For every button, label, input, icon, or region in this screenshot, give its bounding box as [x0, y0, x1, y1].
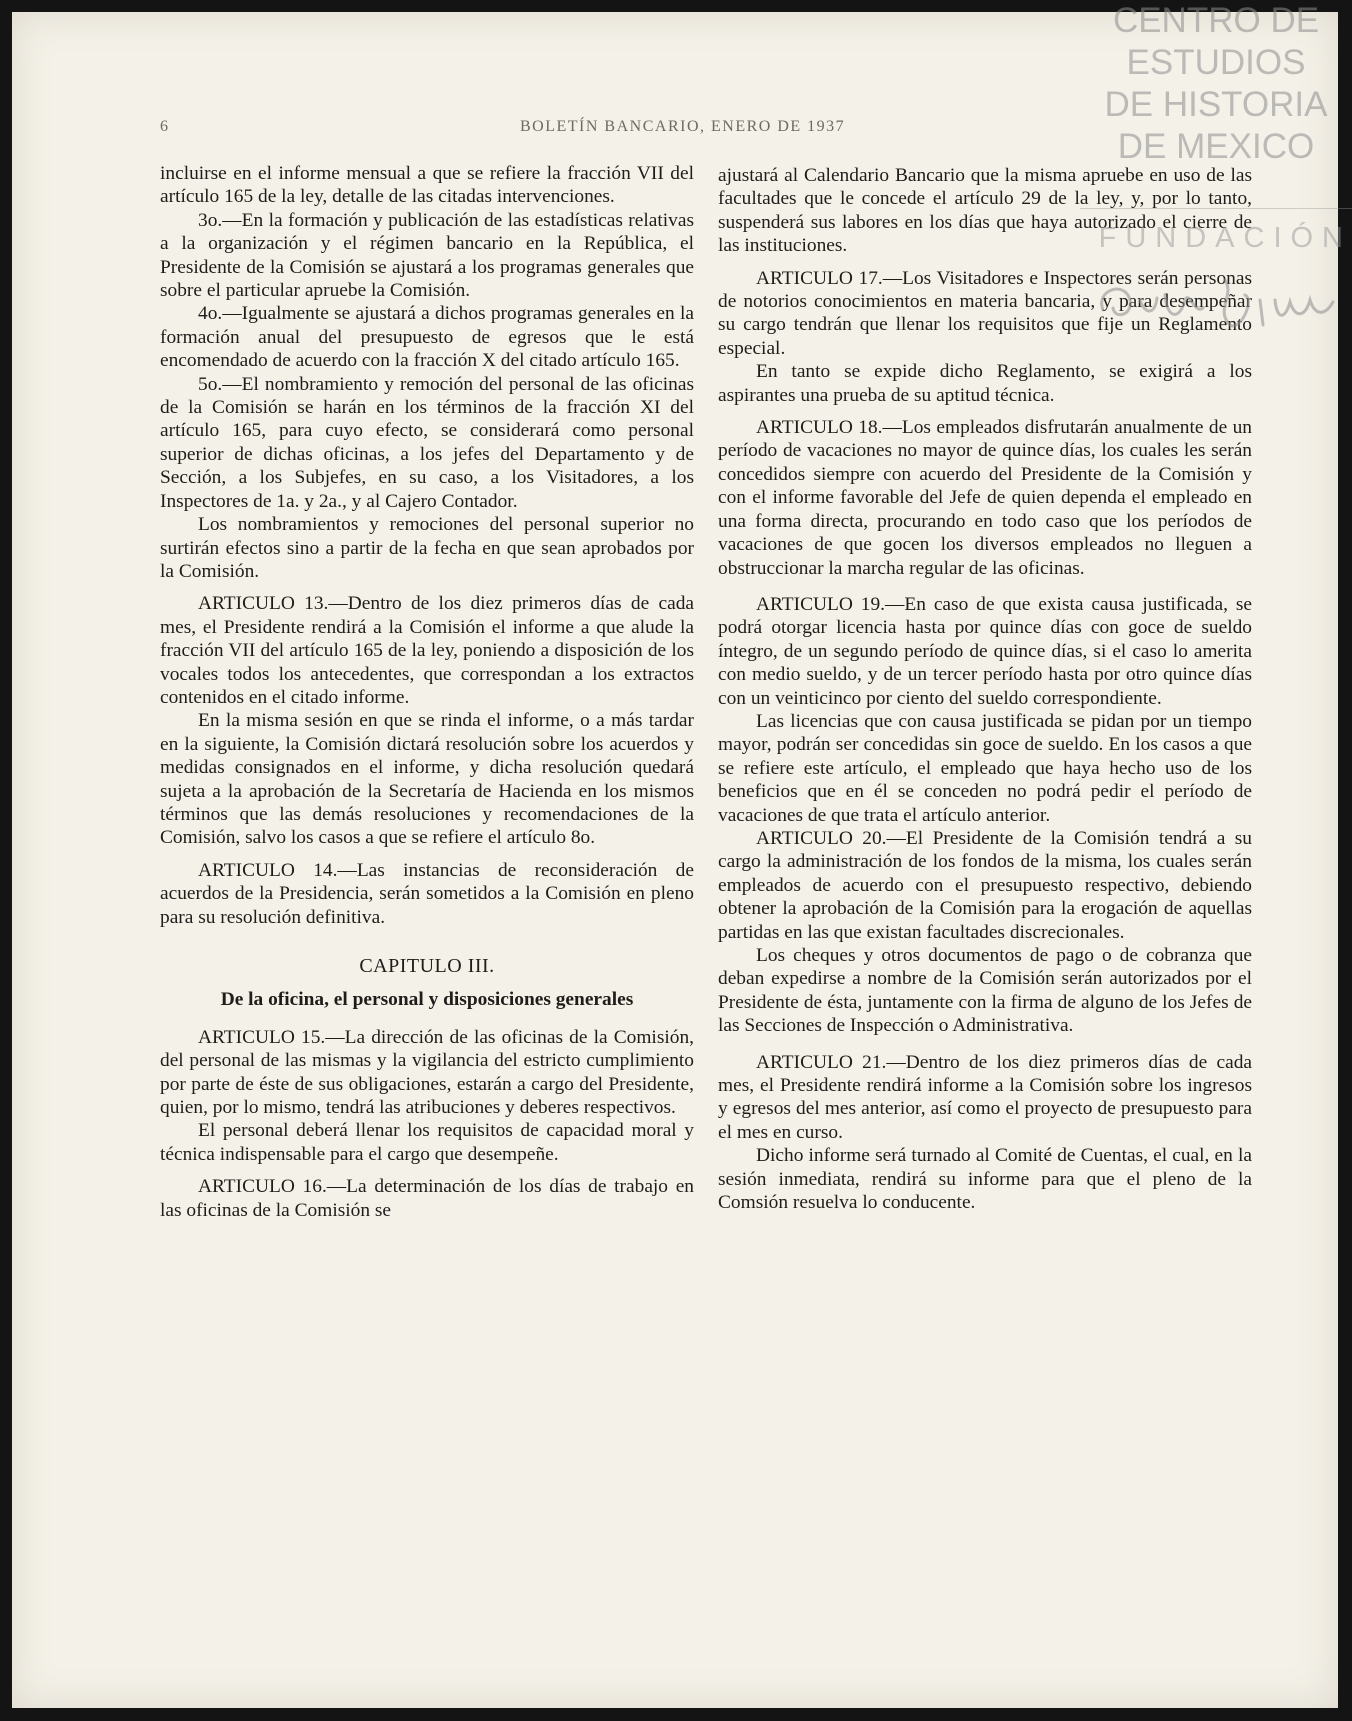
article-16: ARTICULO 16.—La determinación de los días de trabajo en las oficinas de la Comisión se — [160, 1176, 694, 1221]
chapter-heading: CAPITULO III. — [359, 955, 495, 977]
watermark-divider — [1080, 208, 1352, 209]
watermark-fundacion: FUNDACIÓN — [1098, 222, 1352, 254]
running-title: BOLETÍN BANCARIO, ENERO DE 1937 — [520, 118, 846, 135]
watermark-line: DE HISTORIA — [1104, 85, 1328, 124]
paragraph: Las licencias que con causa justificada se pidan por un tiempo mayor, podrán ser concedidas sin goce de sueldo. En los casos a que se refiere este artículo, el empleado que haya hecho uso de los beneficios que en él se conceden no podrá pedir el período de vacaciones de que trata el artículo anterior. — [718, 710, 1252, 826]
article-19: ARTICULO 19.—En caso de que exista causa justificada, se podrá otorgar licencia hasta por quince días con goce de sueldo íntegro, de un segundo período de quince días, si el caso lo amerita con medio sueldo, y de un tercer período hasta por otro quince días con un veinticinco por ciento del sueldo correspondiente. — [718, 593, 1252, 709]
paragraph: En tanto se expide dicho Reglamento, se exigirá a los aspirantes una prueba de su aptitud técnica. — [718, 361, 1252, 406]
page-header — [160, 118, 900, 142]
article-18: ARTICULO 18.—Los empleados disfrutarán anualmente de un período de vacaciones no mayor de quince días, los cuales les serán concedidos siempre con acuerdo del Presidente de la Comisión y con el informe favorable del Jefe de quien dependa el empleado en una forma directa, procurando en todo caso que los períodos de vacaciones de que gocen los diversos empleados no lleguen a obstruccionar la marcha regular de las oficinas. — [718, 417, 1252, 579]
watermark-line: ESTUDIOS — [1126, 43, 1306, 82]
paragraph: incluirse en el informe mensual a que se refiere la fracción VII del artículo 165 de la ley, detalle de las citadas intervenciones. — [160, 163, 694, 208]
paragraph: ajustará al Calendario Bancario que la misma apruebe en uso de las facultades que le concede el artículo 29 de la ley, y, por lo tanto, suspenderá sus labores en los días que haya autorizado el cierre de las instituciones. — [718, 165, 1252, 257]
article-15: ARTICULO 15.—La dirección de las oficinas de la Comisión, del personal de las mismas y la vigilancia del estricto cumplimiento por parte de éste de sus obligaciones, estarán a cargo del Presidente, quien, por lo mismo, tendrá las atribuciones y deberes respectivos. — [160, 1026, 694, 1119]
section-subheading: De la oficina, el personal y disposiciones generales — [220, 989, 634, 1011]
left-column — [160, 162, 694, 1222]
article-13: ARTICULO 13.—Dentro de los diez primeros días de cada mes, el Presidente rendirá a la Comisión el informe a que alude la fracción VII del artículo 165 de la ley, poniendo a disposición de los vocales todos los antecedentes, que correspondan a los extractos contenidos en el citado informe. — [160, 593, 694, 708]
paragraph: En la misma sesión en que se rinda el informe, o a más tardar en la siguiente, la Comisión dictará resolución sobre los acuerdos y medidas consignados en el informe, y dicha resolución quedará sujeta a la aprobación de la Secretaría de Hacienda en los mismos términos que las demás resoluciones y recomendaciones de la Comisión, salvo los casos a que se refiere el artículo 8o. — [160, 710, 694, 849]
paragraph: Dicho informe será turnado al Comité de Cuentas, el cual, en la sesión inmediata, rendirá su informe para que el pleno de la Comsión resuelva lo conducente. — [718, 1145, 1252, 1214]
article-17: ARTICULO 17.—Los Visitadores e Inspectores serán personas de notorios conocimientos en materia bancaria, y para desempeñar su cargo tendrán que llenar los requisitos que fije un Reglamento especial. — [718, 267, 1252, 359]
page-number: 6 — [160, 118, 170, 135]
paragraph: 5o.—El nombramiento y remoción del personal de las oficinas de la Comisión se harán en los términos de la fracción XI del artículo 165, para cuyo efecto, se considerará como personal superior de dichas oficinas, a los jefes del Departamento y de Sección, a los Subjefes, en su caso, a los Visitadores, a los Inspectores de 1a. y 2a., y al Cajero Contador. — [160, 373, 694, 512]
archive-watermark — [1080, 0, 1352, 168]
signature-mark — [1085, 270, 1345, 340]
article-21: ARTICULO 21.—Dentro de los diez primeros días de cada mes, el Presidente rendirá informe a la Comisión sobre los ingresos y egresos del mes anterior, así como el proyecto de presupuesto para el mes en curso. — [718, 1051, 1252, 1143]
article-20: ARTICULO 20.—El Presidente de la Comisión tendrá a su cargo la administración de los fondos de la misma, los cuales serán empleados de acuerdo con el presupuesto respectivo, debiendo obtener la aprobación de la Comisión para la erogación de aquellas partidas en las que existan facultades discrecionales. — [718, 827, 1252, 943]
paragraph: Los cheques y otros documentos de pago o de cobranza que deban expedirse a nombre de la Comisión serán autorizados por el Presidente de ésta, juntamente con la firma de alguno de los Jefes de las Secciones de Inspección o Administrativa. — [718, 945, 1252, 1037]
watermark-line: CENTRO DE — [1112, 1, 1320, 40]
paragraph: El personal deberá llenar los requisitos de capacidad moral y técnica indispensable para el cargo que desempeñe. — [160, 1120, 694, 1165]
paragraph: 3o.—En la formación y publicación de las estadísticas relativas a la organización y el régimen bancario en la República, el Presidente de la Comisión se ajustará a los programas generales que sobre el particular apruebe la Comisión. — [160, 209, 694, 302]
article-14: ARTICULO 14.—Las instancias de reconsideración de acuerdos de la Presidencia, serán sometidos a la Comisión en pleno para su resolución definitiva. — [160, 859, 694, 928]
watermark-line: DE MEXICO — [1117, 127, 1315, 166]
paragraph: Los nombramientos y remociones del personal superior no surtirán efectos sino a partir de la fecha en que sean aprobados por la Comisión. — [160, 514, 694, 582]
paragraph: 4o.—Igualmente se ajustará a dichos programas generales en la formación anual del presupuesto de egresos que le está encomendado de acuerdo con la fracción X del citado artículo 165. — [160, 303, 694, 372]
